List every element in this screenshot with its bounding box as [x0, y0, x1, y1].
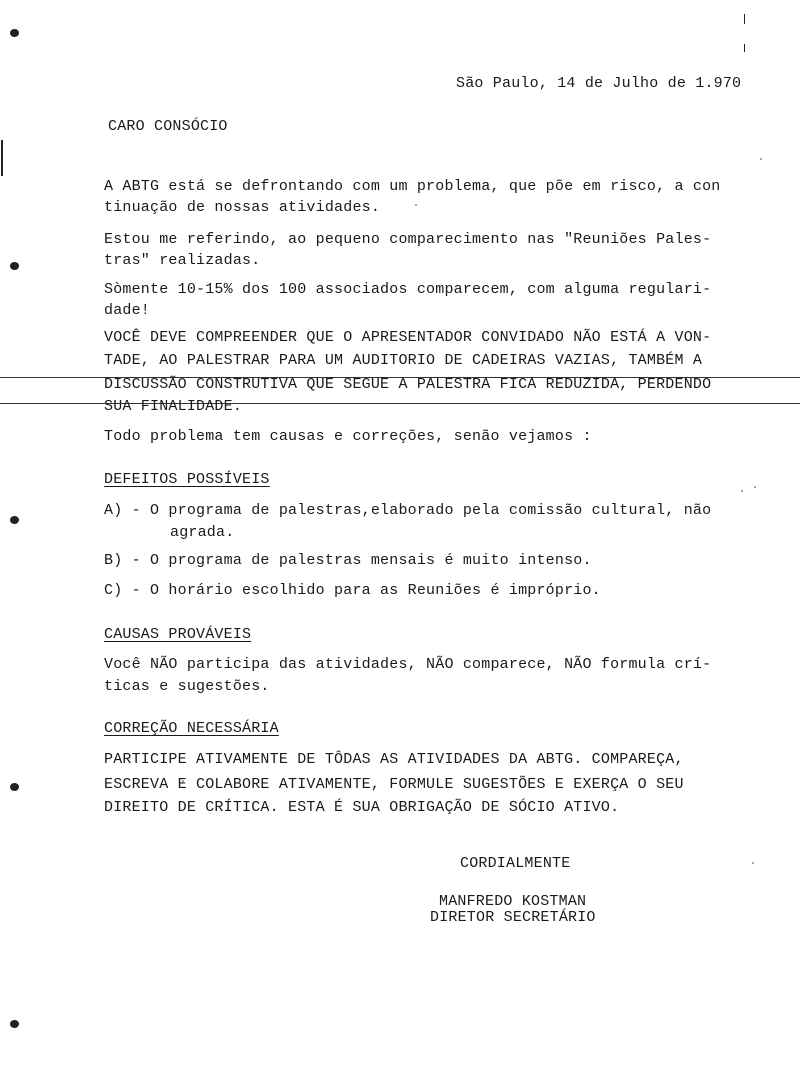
- body-line: ESCREVA E COLABORE ATIVAMENTE, FORMULE SUGESTÕES E EXERÇA O SEU: [104, 776, 684, 793]
- scan-edge-mark: [744, 44, 745, 52]
- scan-edge-mark: [744, 14, 745, 24]
- section-heading-correcao: CORREÇÃO NECESSÁRIA: [104, 720, 279, 737]
- paper-speck: [741, 490, 743, 492]
- section-heading-causas: CAUSAS PROVÁVEIS: [104, 626, 252, 643]
- body-line: dade!: [104, 302, 151, 319]
- scan-edge-mark: [1, 140, 3, 176]
- closing-cordially: CORDIALMENTE: [460, 855, 571, 872]
- body-line: ticas e sugestões.: [104, 678, 270, 695]
- section-heading-defeitos: DEFEITOS POSSÍVEIS: [104, 471, 270, 488]
- body-line: tinuação de nossas atividades.: [104, 199, 381, 216]
- punch-hole-mark: [10, 516, 19, 524]
- body-line: Todo problema tem causas e correções, senão vejamos :: [104, 428, 592, 445]
- body-line: Você NÃO participa das atividades, NÃO comparece, NÃO formula crí-: [104, 656, 712, 673]
- punch-hole-mark: [10, 1020, 19, 1028]
- body-line: Sòmente 10-15% dos 100 associados comparecem, com alguma regulari-: [104, 281, 712, 298]
- salutation: CARO CONSÓCIO: [108, 118, 228, 135]
- paper-speck: [754, 486, 756, 488]
- list-item-c: C) - O horário escolhido para as Reuniões é impróprio.: [104, 582, 601, 599]
- signatory-title: DIRETOR SECRETÁRIO: [430, 909, 596, 926]
- body-line: SUA FINALIDADE.: [104, 398, 243, 415]
- body-line: TADE, AO PALESTRAR PARA UM AUDITORIO DE CADEIRAS VAZIAS, TAMBÉM A: [104, 352, 703, 369]
- body-line: VOCÊ DEVE COMPREENDER QUE O APRESENTADOR CONVIDADO NÃO ESTÁ A VON-: [104, 329, 712, 346]
- list-item-b: B) - O programa de palestras mensais é muito intenso.: [104, 552, 592, 569]
- list-item-a: A) - O programa de palestras,elaborado pela comissão cultural, não: [104, 502, 712, 519]
- paper-speck: [760, 158, 762, 160]
- punch-hole-mark: [10, 262, 19, 270]
- body-line: tras" realizadas.: [104, 252, 261, 269]
- body-line: DIREITO DE CRÍTICA. ESTA É SUA OBRIGAÇÃO DE SÓCIO ATIVO.: [104, 799, 620, 816]
- signatory-name: MANFREDO KOSTMAN: [439, 893, 587, 910]
- paper-speck: [752, 862, 754, 864]
- paper-speck: [415, 204, 417, 206]
- punch-hole-mark: [10, 29, 19, 37]
- body-line: DISCUSSÃO CONSTRUTIVA QUE SEGUE A PALESTRA FICA REDUZIDA, PERDENDO: [104, 376, 712, 393]
- body-line: A ABTG está se defrontando com um problema, que põe em risco, a con: [104, 178, 721, 195]
- body-line: Estou me referindo, ao pequeno comparecimento nas "Reuniões Pales-: [104, 231, 712, 248]
- list-item-a-cont: agrada.: [170, 524, 235, 541]
- place-date: São Paulo, 14 de Julho de 1.970: [456, 75, 742, 92]
- punch-hole-mark: [10, 783, 19, 791]
- body-line: PARTICIPE ATIVAMENTE DE TÔDAS AS ATIVIDADES DA ABTG. COMPAREÇA,: [104, 751, 684, 768]
